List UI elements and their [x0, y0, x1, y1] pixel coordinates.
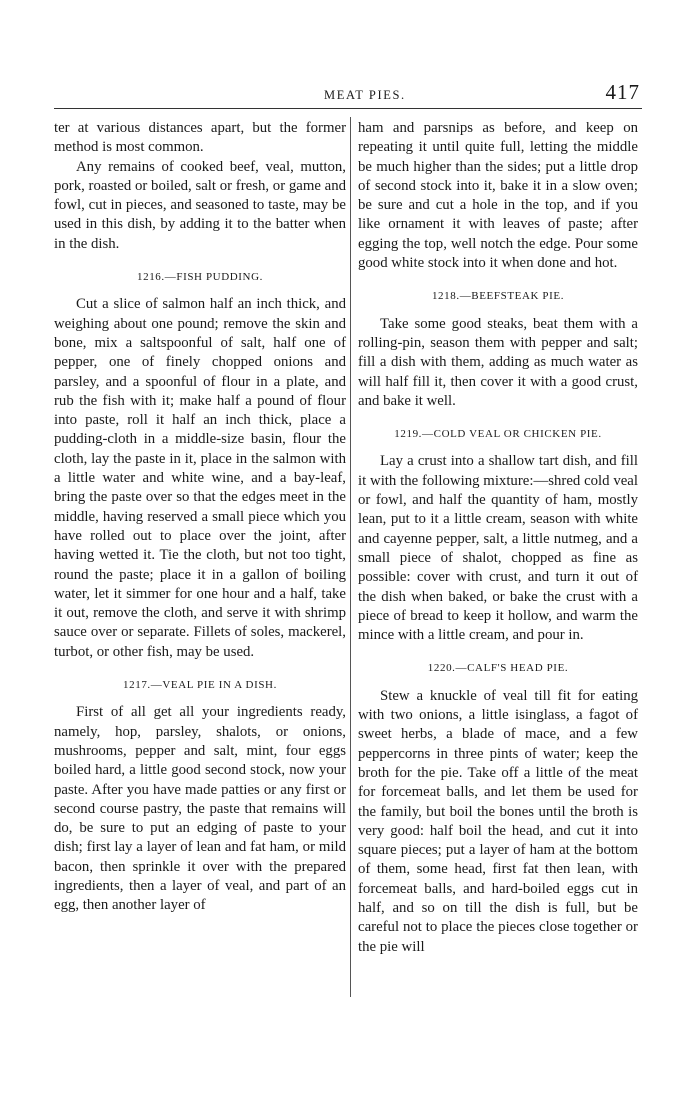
- paragraph-remains-note: Any remains of cooked beef, veal, mutton, pork, roasted or boiled, salt or fresh, or game and fowl, cut in pieces, and seasoned to taste, may be used in this dish, by adding it to the batter when in the dish.: [54, 158, 346, 252]
- paragraph-veal-pie: First of all get all your ingredients ready, namely, hop, parsley, shalots, or onions, mushrooms, pepper and salt, mint, four eggs boiled hard, a little good second stock, now your paste. After you have made patties or any first or second course pastry, the paste that remains will do, be sure to put an edging of paste to your dish; first lay a layer of lean and fat ham, or mild bacon, then sprinkle it over with the prepared ingredients, then a layer of veal, and part of an egg, then another layer of: [54, 704, 346, 914]
- recipe-heading-1216: 1216.—FISH PUDDING.: [137, 271, 263, 284]
- paragraph-beefsteak-pie: Take some good steaks, beat them with a rolling-pin, season them with pepper and salt; fill a dish with them, adding as much water as will half fill it, then cover it with a good crust, and bake it well.: [358, 315, 638, 409]
- recipe-heading-1218: 1218.—BEEFSTEAK PIE.: [431, 290, 565, 303]
- left-column: [54, 119, 346, 916]
- paragraph-cold-veal-pie: Lay a crust into a shallow tart dish, and fill it with the following mixture:—shred cold veal or fowl, and half the quantity of ham, mostly lean, put to it a little cream, season with white and cayenne pepper, salt, a little nutmeg, and a small piece of shalot, chopped as fine as possible: cover with crust, and turn it out of the dish when baked, or bake the crust with a piece of bread to keep it hollow, and warm the mince with a little cream, and pour in.: [358, 453, 638, 644]
- paragraph-calfs-head-pie: Stew a knuckle of veal till fit for eating with two onions, a little isinglass, a fagot of sweet herbs, a blade of mace, and a few peppercorns in three pints of water; keep the broth for the pie. Take off a little of the meat for forcemeat balls, and let them be used for the family, but boil the bones until the broth is very good: half boil the head, and cut it into square pieces; put a layer of ham at the bottom of them, some head, first fat then lean, with forcemeat balls, and hard-boiled eggs cut in half, and so on till the dish is full, but be careful not to place the pieces close together or the pie will: [358, 687, 638, 955]
- paragraph-fish-pudding: Cut a slice of salmon half an inch thick, and weighing about one pound; remove the skin and bone, mix a saltspoonful of salt, half one of pepper, one of finely chopped onions and parsley, and a spoonful of flour in a plate, and rub the fish with it; make half a pound of flour into paste, roll it half an inch thick, place a pudding-cloth in a middle-size basin, flour the cloth, lay the paste in it, place in the salmon with a little water and white wine, and a bay-leaf, bring the paste over so that the edges meet in the middle, having reserved a small piece which you have rolled out to place over the joint, after having wetted it. Tie the cloth, but not too tight, round the paste; place it in a gallon of boiling water, let it simmer for one hour and a half, take it out, remove the cloth, and serve it with shrimp sauce over or separate. Fillets of soles, mackerel, turbot, or other fish, may be used.: [54, 296, 346, 660]
- page-number: 417: [605, 80, 640, 104]
- paragraph-continued: ter at various distances apart, but the former method is most common.: [54, 120, 346, 156]
- recipe-heading-1220: 1220.—CALF'S HEAD PIE.: [427, 662, 569, 675]
- right-column: [358, 119, 638, 957]
- paragraph-veal-pie-continued: ham and parsnips as before, and keep on repeating it until quite full, letting the middle be much higher than the sides; put a little drop of second stock into it, bake it in a slow oven; be sure and cut a hole in the top, and if you like ornament it with leaves of paste; after egging the top, well notch the edge. Pour some good white stock into it when done and hot.: [358, 120, 638, 272]
- recipe-heading-1217: 1217.—VEAL PIE IN A DISH.: [123, 679, 277, 692]
- header-rule: [54, 108, 642, 109]
- running-head: MEAT PIES.: [324, 88, 406, 102]
- page-header: [54, 78, 642, 108]
- column-divider: [350, 117, 351, 997]
- recipe-heading-1219: 1219.—COLD VEAL OR CHICKEN PIE.: [394, 428, 602, 441]
